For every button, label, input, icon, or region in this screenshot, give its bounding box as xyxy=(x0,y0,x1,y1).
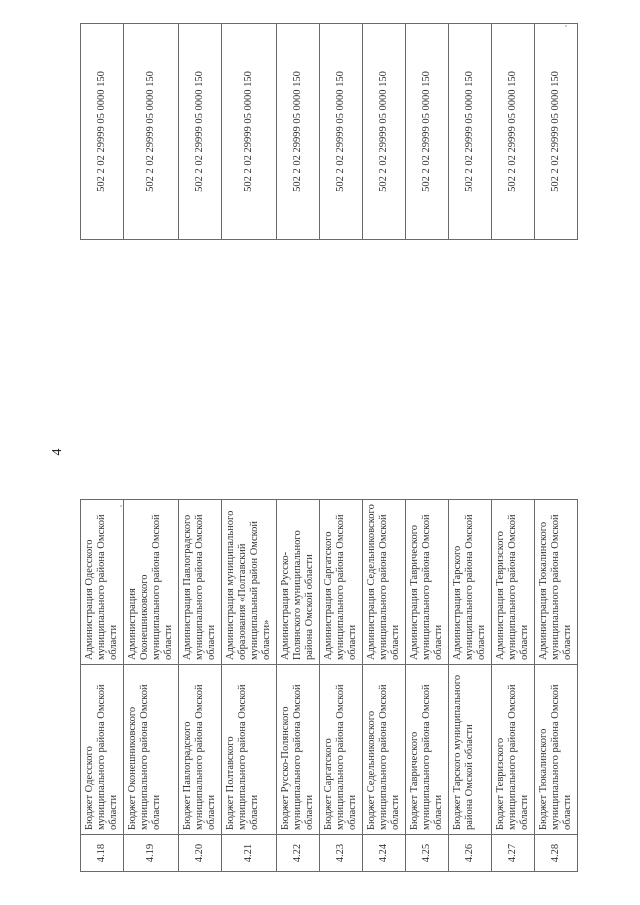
budget-code-cell: 502 2 02 29999 05 0000 150 xyxy=(222,24,277,240)
budget-code-cell: 502 2 02 29999 05 0000 150 xyxy=(124,24,179,240)
budget-name-cell: Бюджет Русско-Полянского муниципального района Омской области xyxy=(277,665,320,835)
empty-gap-cell xyxy=(363,240,406,500)
empty-gap-cell xyxy=(449,240,492,500)
empty-gap-cell xyxy=(179,240,222,500)
budget-name-cell: Бюджет Тевризского муниципального района Омской области xyxy=(492,665,535,835)
budget-name-cell: Бюджет Одесского муниципального района Омской области xyxy=(81,665,124,835)
budget-name-cell: Бюджет Тарского муниципального района Омской области xyxy=(449,665,492,835)
budget-name-cell: Бюджет Оконешниковского муниципального района Омской области xyxy=(124,665,179,835)
administrator-cell: Администрация Саргатского муниципального района Омской области xyxy=(320,500,363,665)
empty-gap-cell xyxy=(277,240,320,500)
table-row xyxy=(124,24,179,872)
page-number: 4 xyxy=(50,448,65,456)
empty-gap-cell xyxy=(406,240,449,500)
row-number: 4.19 xyxy=(124,835,179,872)
table-row xyxy=(222,24,277,872)
administrator-cell: Администрация Русско-Полянского муниципального района Омской области xyxy=(277,500,320,665)
table-row xyxy=(406,24,449,872)
table-row xyxy=(363,24,406,872)
table-row xyxy=(449,24,492,872)
budget-name-cell: Бюджет Полтавского муниципального района Омской области xyxy=(222,665,277,835)
scan-speck xyxy=(565,25,567,27)
administrator-cell: Администрация Таврического муниципального района Омской области xyxy=(406,500,449,665)
budget-table xyxy=(80,23,578,872)
row-number: 4.25 xyxy=(406,835,449,872)
empty-gap-cell xyxy=(320,240,363,500)
administrator-cell: Администрация Павлоградского муниципального района Омской области xyxy=(179,500,222,665)
budget-code-cell: 502 2 02 29999 05 0000 150 xyxy=(406,24,449,240)
table-row xyxy=(179,24,222,872)
budget-code-cell: 502 2 02 29999 05 0000 150 xyxy=(363,24,406,240)
administrator-cell: Администрация Оконешниковского муниципального района Омской области xyxy=(124,500,179,665)
row-number: 4.23 xyxy=(320,835,363,872)
administrator-cell: Администрация Седельниковского муниципального района Омской области xyxy=(363,500,406,665)
rotated-document-page xyxy=(40,17,600,887)
row-number: 4.27 xyxy=(492,835,535,872)
administrator-cell: Администрация Тевризского муниципального района Омской области xyxy=(492,500,535,665)
administrator-cell: Администрация Тарского муниципального района Омской области xyxy=(449,500,492,665)
administrator-cell: Администрация Тюкалинского муниципального района Омской области xyxy=(535,500,578,665)
row-number: 4.18 xyxy=(81,835,124,872)
row-number: 4.24 xyxy=(363,835,406,872)
budget-code-cell: 502 2 02 29999 05 0000 150 xyxy=(449,24,492,240)
table-row xyxy=(277,24,320,872)
empty-gap-cell xyxy=(535,240,578,500)
empty-gap-cell xyxy=(124,240,179,500)
scan-speck xyxy=(120,505,122,507)
budget-name-cell: Бюджет Саргатского муниципального района Омской области xyxy=(320,665,363,835)
budget-code-cell: 502 2 02 29999 05 0000 150 xyxy=(179,24,222,240)
empty-gap-cell xyxy=(222,240,277,500)
budget-name-cell: Бюджет Седельниковского муниципального района Омской области xyxy=(363,665,406,835)
budget-code-cell: 502 2 02 29999 05 0000 150 xyxy=(81,24,124,240)
row-number: 4.20 xyxy=(179,835,222,872)
budget-name-cell: Бюджет Таврического муниципального района Омской области xyxy=(406,665,449,835)
administrator-cell: Администрация Одесского муниципального района Омской области xyxy=(81,500,124,665)
row-number: 4.21 xyxy=(222,835,277,872)
table-row xyxy=(492,24,535,872)
budget-code-cell: 502 2 02 29999 05 0000 150 xyxy=(277,24,320,240)
empty-gap-cell xyxy=(81,240,124,500)
budget-code-cell: 502 2 02 29999 05 0000 150 xyxy=(492,24,535,240)
budget-code-cell: 502 2 02 29999 05 0000 150 xyxy=(320,24,363,240)
table-row xyxy=(535,24,578,872)
table-row xyxy=(320,24,363,872)
budget-name-cell: Бюджет Тюкалинского муниципального района Омской области xyxy=(535,665,578,835)
row-number: 4.22 xyxy=(277,835,320,872)
row-number: 4.28 xyxy=(535,835,578,872)
empty-gap-cell xyxy=(492,240,535,500)
administrator-cell: Администрация муниципального образования «Полтавский муниципальный район Омской области» xyxy=(222,500,277,665)
row-number: 4.26 xyxy=(449,835,492,872)
budget-code-cell: 502 2 02 29999 05 0000 150 xyxy=(535,24,578,240)
budget-name-cell: Бюджет Павлоградского муниципального района Омской области xyxy=(179,665,222,835)
table-row xyxy=(81,24,124,872)
